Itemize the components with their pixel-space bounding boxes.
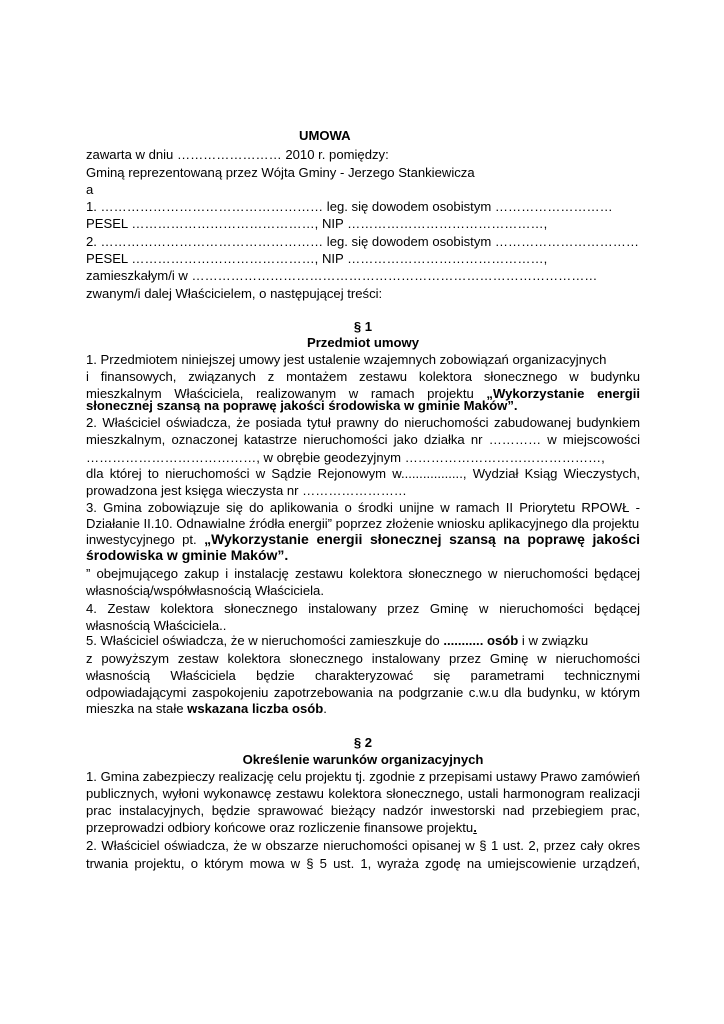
s1-p4-line2: własnością Właściciela.. bbox=[86, 618, 227, 633]
s1-p5-line5 bbox=[86, 700, 327, 717]
s2-p1-line2: publicznych, wyłoni wykonawcę zestawu kolektora słonecznego, ustali harmonogram realizacji bbox=[86, 786, 640, 801]
owner-named-line: zwanym/i dalej Właścicielem, o następującej treści: bbox=[86, 286, 383, 301]
s1-p3-line2: Działanie II.10. Odnawialne źródła energii” poprzez złożenie wniosku aplikacyjnego dla projektu bbox=[86, 516, 640, 531]
s2-p1-line3: prac instalacyjnych, będzie sprawować bieżący nadzór inwestorski nad przebiegiem prac, bbox=[86, 803, 640, 818]
s1-p1-line1: 1. Przedmiotem niniejszej umowy jest ustalenie wzajemnych zobowiązań organizacyjnych bbox=[86, 352, 607, 367]
s2-p1-line4 bbox=[86, 819, 477, 836]
s2-p2-line1: 2. Właściciel oświadcza, że w obszarze nieruchomości opisanej w § 1 ust. 2, przez cały okres bbox=[86, 838, 640, 853]
s1-p4-line1: 4. Zestaw kolektora słonecznego instalowany przez Gminę w nieruchomości będącej bbox=[86, 601, 640, 616]
s2-p2-line2: trwania projektu, o którym mowa w § 5 ust. 1, wyraża zgodę na umiejscowienie urządzeń, bbox=[86, 856, 640, 871]
s1-p2-line4: dla której to nieruchomości w Sądzie Rejonowym w................., Wydział Ksiąg Wieczystych, bbox=[86, 466, 640, 481]
s1-p3-line1: 3. Gmina zobowiązuje się do aplikowania o środki unijne w ramach II Priorytetu RPOWŁ - bbox=[86, 500, 640, 515]
person-2-line: 2. …………………………………………… leg. się dowodem osobistym …………………………… bbox=[86, 234, 639, 249]
residents-count-field: ........... osób bbox=[443, 633, 519, 648]
s1-p1-line3-text: mieszkalnym Właściciela, realizowanym w ramach projektu bbox=[86, 386, 474, 401]
s1-p2-line3: …………………………………, w obrębie geodezyjnym ………………………………………, bbox=[86, 450, 605, 465]
section-1-number: § 1 bbox=[353, 319, 373, 334]
project-title-start: „Wykorzystanie energii bbox=[486, 386, 640, 401]
pesel-2-line: PESEL ……………………………………, NIP ………………………………………, bbox=[86, 251, 548, 266]
s2-p1-line4-period: . bbox=[473, 820, 477, 835]
s1-p5-line1 bbox=[86, 632, 588, 649]
section-1-title: Przedmiot umowy bbox=[306, 335, 420, 350]
s1-p3-line3-text: inwestycyjnego pt. bbox=[86, 532, 197, 547]
s1-p3-line5: ” obejmującego zakup i instalację zestawu kolektora słonecznego w nieruchomości będącej bbox=[86, 566, 640, 581]
date-line: zawarta w dniu …………………… 2010 r. pomiędzy: bbox=[86, 147, 389, 162]
party-municipality: Gminą reprezentowaną przez Wójta Gminy - Jerzego Stankiewicza bbox=[86, 165, 475, 180]
document-title: UMOWA bbox=[299, 128, 351, 143]
s1-p5-line5-text: mieszka na stałe bbox=[86, 701, 184, 716]
project-title-end: słonecznej szansą na poprawę jakości środowiska w gminie Maków”. bbox=[86, 398, 518, 413]
s1-p3-line6: własnością/współwłasnością Właściciela. bbox=[86, 583, 324, 598]
s1-p5-line4: odpowiadającymi zaspokojeniu zapotrzebowania na podgrzanie c.w.u dla budynku, w którym bbox=[86, 685, 640, 700]
residence-line: zamieszkałym/i w ………………………………………………………………………………… bbox=[86, 268, 598, 283]
s1-p5-line1-tail: i w związku bbox=[521, 633, 589, 648]
s1-p1-line2: i finansowych, związanych z montażem zestawu kolektora słonecznego w budynku bbox=[86, 369, 640, 384]
section-2-number: § 2 bbox=[353, 735, 373, 750]
s1-p5-line5-period: . bbox=[323, 701, 327, 716]
project-title-2-end: środowiska w gminie Maków”. bbox=[86, 547, 289, 563]
s2-p1-line4-text: przeprowadzi odbiory końcowe oraz rozliczenie finansowe projektu bbox=[86, 820, 474, 835]
section-2-title: Określenie warunków organizacyjnych bbox=[242, 752, 484, 767]
pesel-1-line: PESEL ……………………………………, NIP ………………………………………, bbox=[86, 216, 548, 231]
s1-p5-line3: własnością Właściciela będzie charakteryzować się parametrami technicznymi bbox=[86, 668, 640, 683]
project-title-2-start: „Wykorzystanie energii słonecznej szansą na poprawę jakości bbox=[204, 531, 640, 547]
s1-p3-line3 bbox=[86, 531, 640, 548]
person-1-line: 1. …………………………………………… leg. się dowodem osobistym ……………………… bbox=[86, 199, 613, 214]
s1-p2-line2: mieszkalnym, oznaczonej katastrze nieruchomości jako działka nr ………… w miejscowości bbox=[86, 432, 640, 447]
s2-p1-line1: 1. Gmina zabezpieczy realizację celu projektu tj. zgodnie z przepisami ustawy Prawo zamówień bbox=[86, 769, 640, 784]
s1-p5-line2: z powyższym zestaw kolektora słonecznego instalowany przez Gminę w nieruchomości bbox=[86, 651, 640, 666]
residents-emphasis: wskazana liczba osób bbox=[187, 701, 324, 716]
s1-p5-line1-text: 5. Właściciel oświadcza, że w nieruchomości zamieszkuje do bbox=[86, 633, 440, 648]
conjunction: a bbox=[86, 182, 94, 197]
s1-p2-line5: prowadzona jest księga wieczysta nr …………………… bbox=[86, 483, 407, 498]
s1-p2-line1: 2. Właściciel oświadcza, że posiada tytuł prawny do nieruchomości zabudowanej budynkiem bbox=[86, 415, 640, 430]
